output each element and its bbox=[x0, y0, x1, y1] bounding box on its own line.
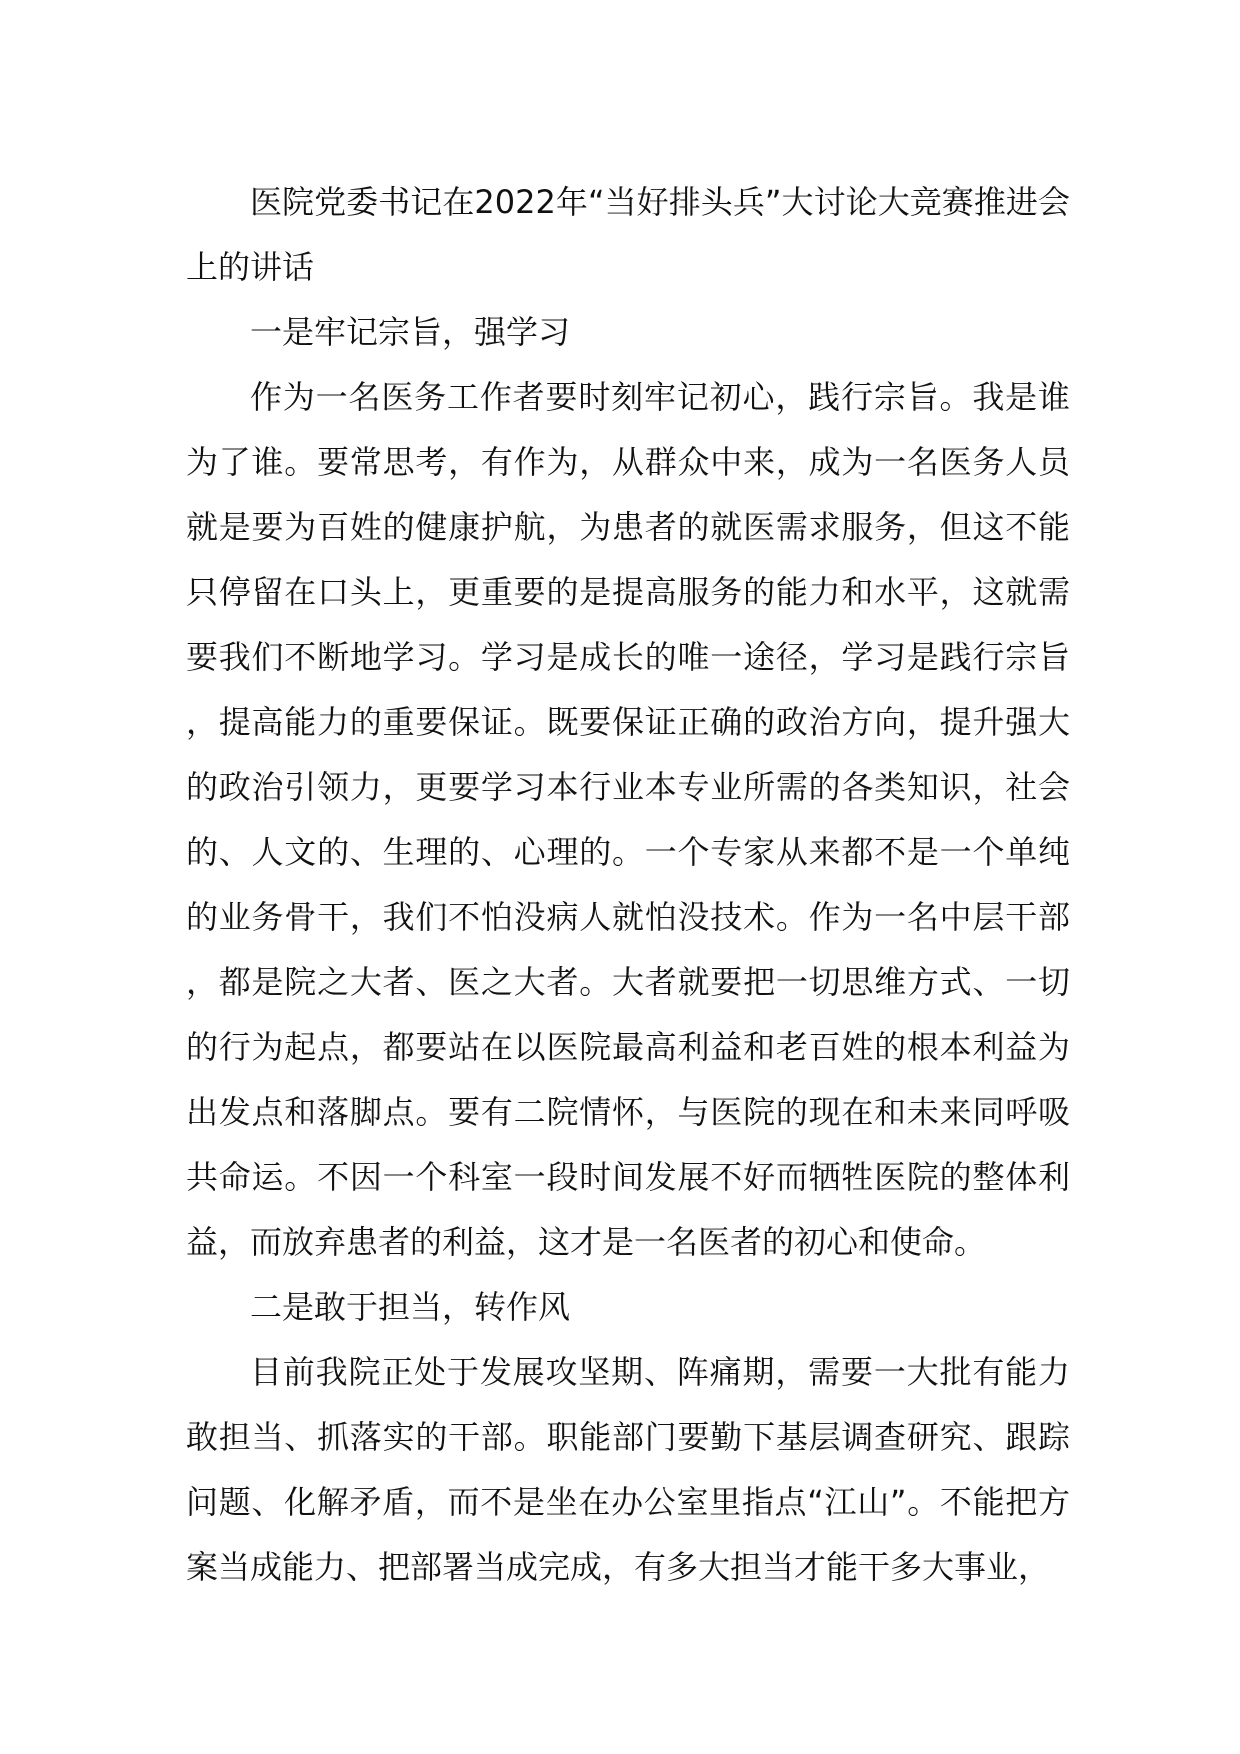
section-heading-1: 一是牢记宗旨，强学习 bbox=[250, 313, 571, 351]
body-paragraph-1: 作为一名医务工作者要时刻牢记初心，践行宗旨。我是谁为了谁。要常思考，有作为，从群众中来，成为一名医务人员就是要为百姓的健康护航，为患者的就医需求服务，但这不能只停留在口头上，更重要的是提高服务的能力和水平，这就需要我们不断地学习。学习是成长的唯一途径，学习是践行宗旨，提高能力的重要保证。既要保证正确的政治方向，提升强大的政治引领力，更要学习本行业本专业所需的各类知识，社会的、人文的、生理的、心理的。一个专家从来都不是一个单纯的业务骨干，我们不怕没病人就怕没技术。作为一名中层干部，都是院之大者、医之大者。大者就要把一切思维方式、一切的行为起点，都要站在以医院最高利益和老百姓的根本利益为出发点和落脚点。要有二院情怀，与医院的现在和未来同呼吸共命运。不因一个科室一段时间发展不好而牺牲医院的整体利益，而放弃患者的利益，这才是一名医者的初心和使命。 bbox=[186, 378, 1070, 1261]
section-heading-2: 二是敢于担当，转作风 bbox=[250, 1288, 571, 1326]
document-body bbox=[186, 170, 1070, 1600]
document-title: 医院党委书记在2022年“当好排头兵”大讨论大竞赛推进会上的讲话 bbox=[186, 183, 1070, 286]
body-paragraph-2: 目前我院正处于发展攻坚期、阵痛期，需要一大批有能力敢担当、抓落实的干部。职能部门要勤下基层调查研究、跟踪问题、化解矛盾，而不是坐在办公室里指点“江山”。不能把方案当成能力、把部署当成完成，有多大担当才能干多大事业， bbox=[186, 1353, 1070, 1586]
